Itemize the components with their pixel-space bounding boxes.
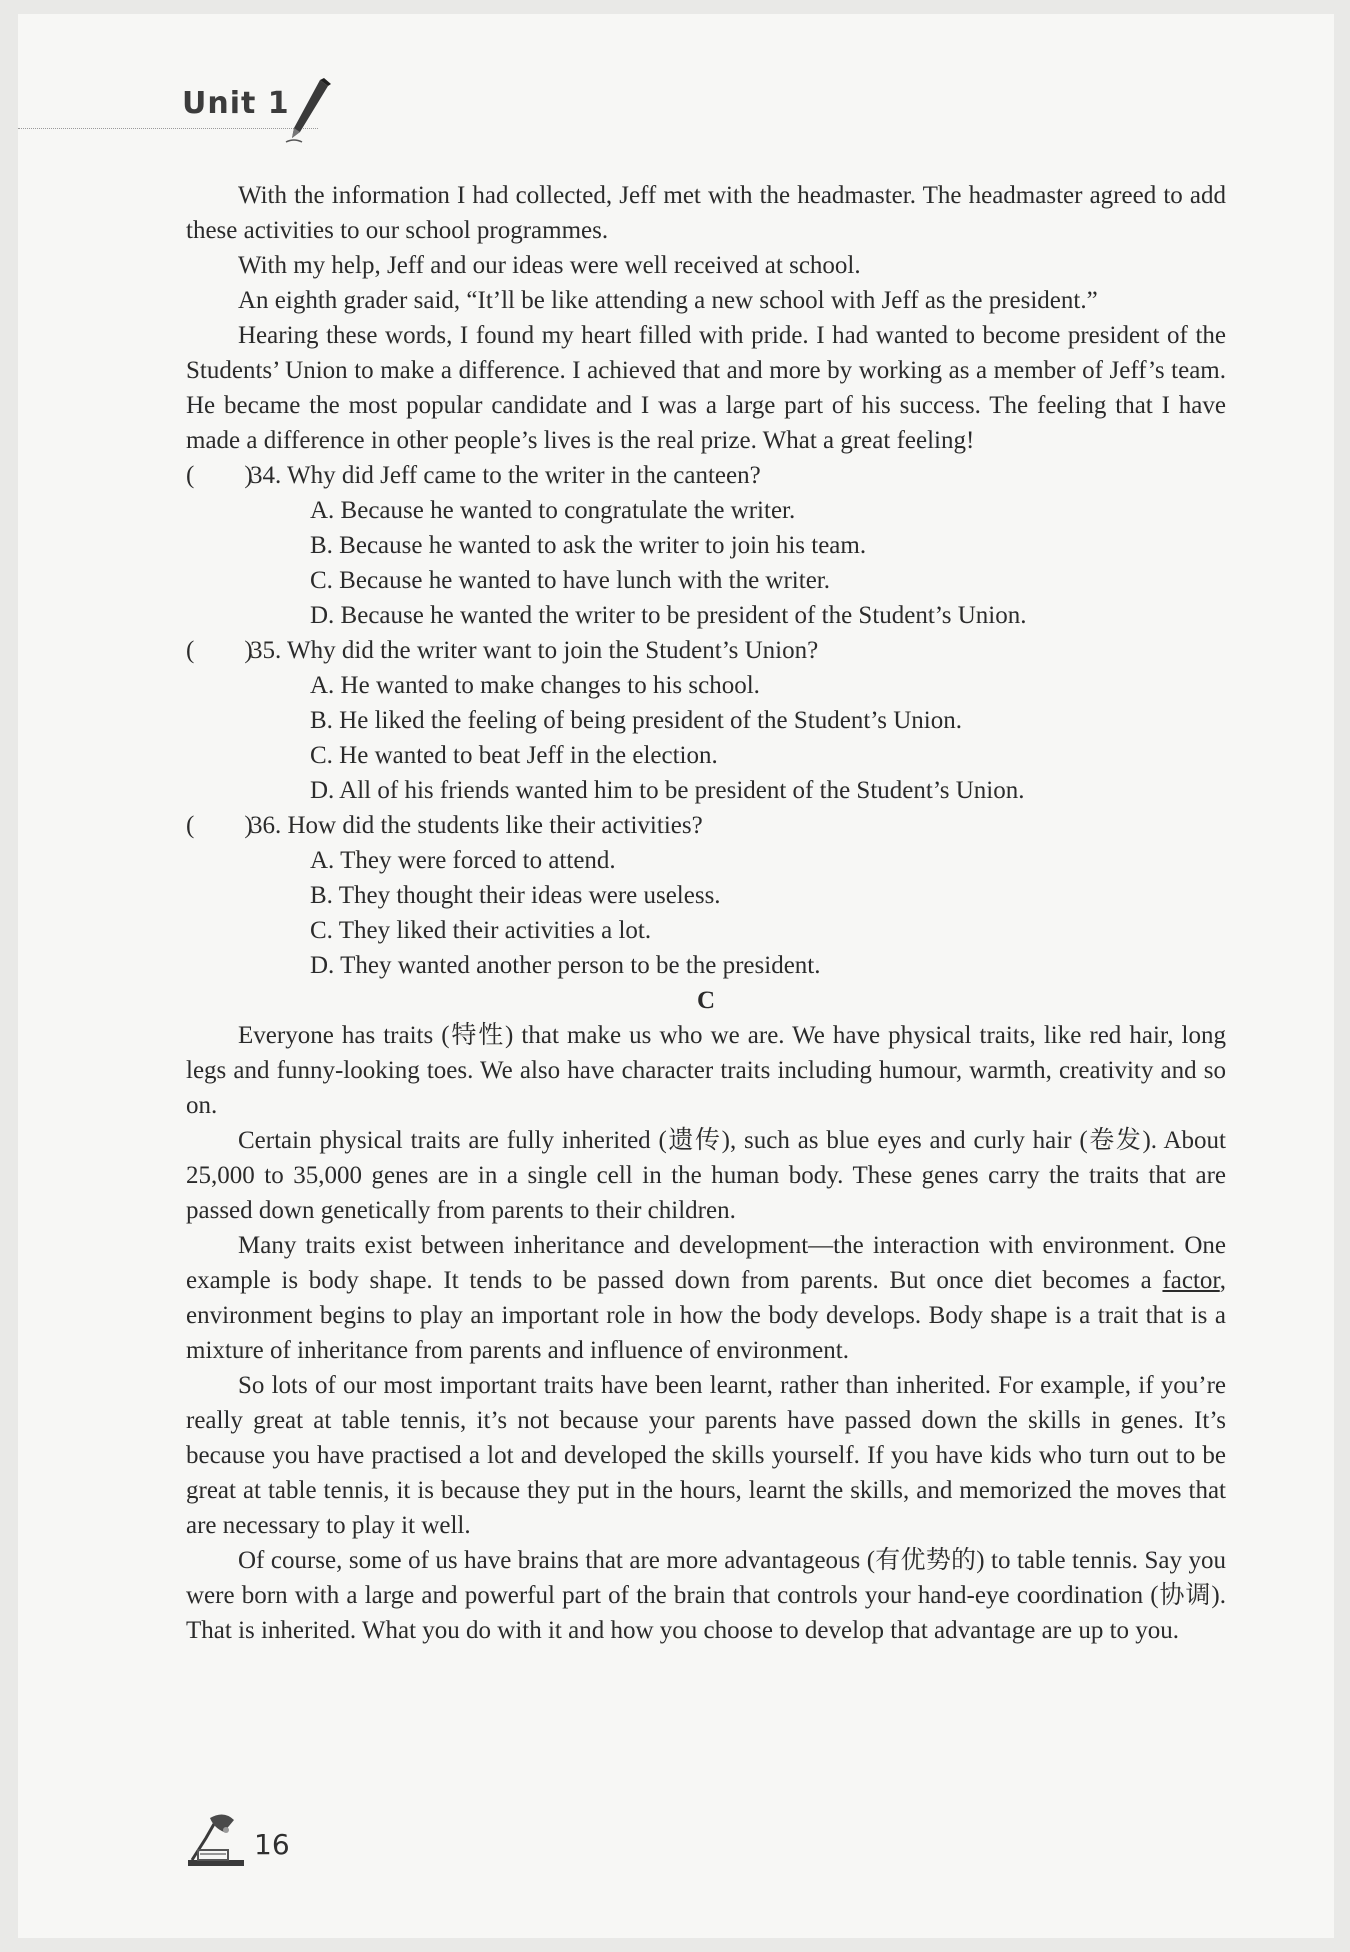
unit-title: Unit 1	[182, 86, 290, 121]
option-d: D. Because he wanted the writer to be president of the Student’s Union.	[310, 602, 1027, 629]
paragraph: So lots of our most important traits have been learnt, rather than inherited. For example, if you’re really great at table tennis, it’s not because your parents have passed down the skills in genes. It’s because you have practised a lot and developed the skills yourself. If you have kids who turn out to be great at table tennis, it is because they put in the hours, learnt the skills, and memorized the moves that are necessary to play it well.	[186, 1372, 1226, 1539]
answer-blank[interactable]: ( )	[186, 812, 253, 839]
paragraph: With my help, Jeff and our ideas were well received at school.	[238, 252, 861, 279]
paragraph: An eighth grader said, “It’ll be like attending a new school with Jeff as the president.”	[238, 287, 1098, 314]
text-run: Many traits exist between inheritance and development—the interaction with environment. One example is body shape. It tends to be passed down from parents. But once diet becomes a	[186, 1232, 1226, 1294]
underlined-word: factor	[1162, 1267, 1220, 1294]
paragraph: Certain physical traits are fully inherited (遗传), such as blue eyes and curly hair (卷发). About 25,000 to 35,000 genes are in a single cell in the human body. These genes carry the traits that are passed down genetically from parents to their children.	[186, 1127, 1226, 1224]
option-c: C. He wanted to beat Jeff in the election.	[310, 742, 718, 769]
question-text: 36. How did the students like their activities?	[250, 812, 703, 839]
paragraph: Everyone has traits (特性) that make us who we are. We have physical traits, like red hair, long legs and funny-looking toes. We also have character traits including humour, warmth, creativity and so on.	[186, 1022, 1226, 1119]
option-b: B. Because he wanted to ask the writer to join his team.	[310, 532, 867, 559]
answer-blank[interactable]: ( )	[186, 462, 253, 489]
option-a: A. They were forced to attend.	[310, 847, 616, 874]
option-a: A. Because he wanted to congratulate the writer.	[310, 497, 796, 524]
option-c: C. They liked their activities a lot.	[310, 917, 652, 944]
option-c: C. Because he wanted to have lunch with the writer.	[310, 567, 830, 594]
pen-icon	[284, 76, 332, 146]
answer-blank[interactable]: ( )	[186, 637, 253, 664]
paragraph: Hearing these words, I found my heart filled with pride. I had wanted to become president of the Students’ Union to make a difference. I achieved that and more by working as a member of Jeff’s team. He became the most popular candidate and I was a large part of his success. The feeling that I have made a difference in other people’s lives is the real prize. What a great feeling!	[186, 322, 1226, 454]
question-text: 34. Why did Jeff came to the writer in the canteen?	[250, 462, 761, 489]
question-35	[186, 633, 1226, 668]
section-title: C	[696, 987, 716, 1014]
paragraph: With the information I had collected, Jeff met with the headmaster. The headmaster agreed to add these activities to our school programmes.	[186, 182, 1226, 244]
option-b: B. They thought their ideas were useless.	[310, 882, 721, 909]
desk-lamp-icon	[184, 1810, 248, 1868]
option-d: D. All of his friends wanted him to be president of the Student’s Union.	[310, 777, 1025, 804]
option-a: A. He wanted to make changes to his school.	[310, 672, 760, 699]
option-d: D. They wanted another person to be the president.	[310, 952, 821, 979]
paragraph: Of course, some of us have brains that are more advantageous (有优势的) to table tennis. Say you were born with a large and powerful part of the brain that controls your hand-eye coordination (协调). That is inherited. What you do with it and how you choose to develop that advantage are up to you.	[186, 1547, 1226, 1644]
question-34	[186, 458, 1226, 493]
header-divider	[18, 128, 318, 129]
page-number: 16	[254, 1828, 290, 1861]
page-content	[186, 178, 1226, 1648]
question-36	[186, 808, 1226, 843]
text-run: , environment begins to play an important role in how the body develops. Body shape is a trait that is a mixture of inheritance from parents and influence of environment.	[186, 1267, 1226, 1364]
option-b: B. He liked the feeling of being president of the Student’s Union.	[310, 707, 962, 734]
paragraph	[186, 1228, 1226, 1368]
question-text: 35. Why did the writer want to join the Student’s Union?	[250, 637, 819, 664]
